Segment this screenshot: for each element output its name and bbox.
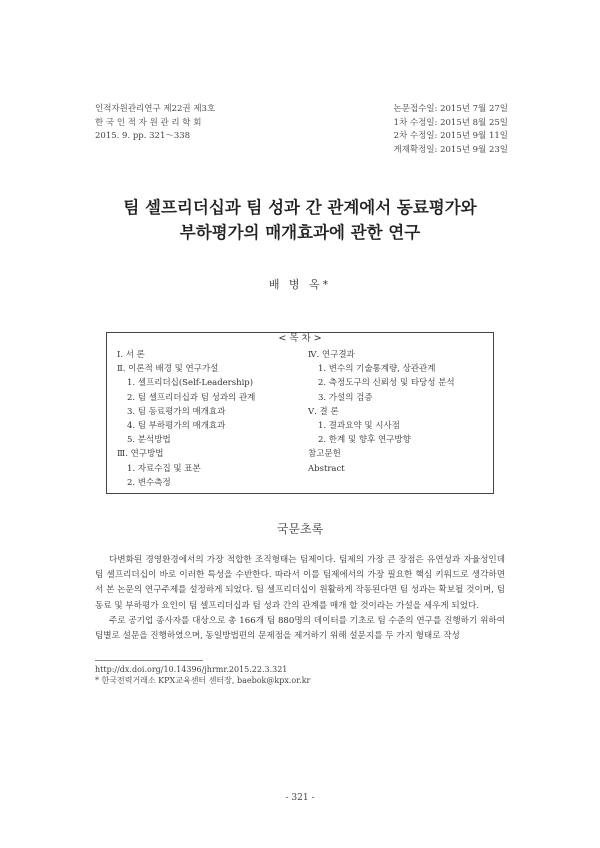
journal-info-line: 인적자원관리연구 제22권 제3호 [95,104,216,114]
toc-label-wrap [0,326,600,345]
toc-left-column [117,348,255,490]
author-name: 배 병 옥* [268,278,332,291]
toc-item: Ⅱ. 이론적 배경 및 연구가설 [117,364,219,375]
abstract-heading: 국문초록 [276,522,324,536]
journal-info [95,103,215,144]
abstract-body [95,553,505,644]
date-line: 2차 수정일: 2015년 9월 11일 [393,131,508,141]
journal-info-line: 2015. 9. pp. 321～338 [95,131,191,141]
toc-item: Ⅲ. 연구방법 [117,449,164,460]
toc-item: 1. 결과요약 및 시사점 [318,421,400,432]
toc-item: Ⅳ. 연구결과 [308,350,355,360]
date-line: 게재확정일: 2015년 9월 23일 [393,144,508,155]
date-line: 논문접수일: 2015년 7월 27일 [393,104,508,114]
paper-title-line-1: 팀 셀프리더십과 팀 성과 간 관계에서 동료평가와 [123,198,477,217]
toc-label: < 목 차 > [272,333,327,344]
page-number: - 321 - [285,793,315,803]
toc-item: 4. 팀 부하평가의 매개효과 [127,421,226,432]
abstract-paragraph: 다변화된 경영환경에서의 가장 적합한 조직형태는 팀제이다. 팀제의 가장 큰 장점은 유연성과 자율성인데 팀 셀프리더십이 바로 이러한 특성을 수반한다. 따라서 이를 팀제에서의 가장 필요한 핵심 키워드로 생각하면서 본 논문의 연구주제를 설정하게 되었다. 팀 셀프리더십이 원활하게 작동된다면 팀 성과는 확보될 것이며, 팀 동료 및 부하평가 요인이 팀 셀프리더십과 팀 성과 간의 관계를 매개 할 것이라는 가설을 세우게 되었다. [95,555,505,611]
submission-dates [393,103,508,157]
date-line: 1차 수정일: 2015년 8월 25일 [393,117,508,128]
toc-item: Abstract [308,463,345,474]
paper-title-line-2: 부하평가의 매개효과에 관한 연구 [179,223,421,242]
doi-link[interactable]: http://dx.doi.org/10.14396/jhrmr.2015.22.3.321 [95,665,288,674]
toc-item: 1. 셀프리더십(Self-Leadership) [127,378,254,389]
toc-item: 2. 한계 및 향후 연구방향 [318,435,411,446]
toc-item: 2. 측정도구의 신뢰성 및 타당성 분석 [318,378,455,389]
journal-info-line: 한 국 인 적 자 원 관 리 학 회 [95,117,202,128]
toc-item: 2. 팀 셀프리더십과 팀 성과의 관계 [127,392,256,403]
paper-title [0,195,600,245]
toc-right-column [308,348,455,476]
abstract-paragraph: 주로 공기업 종사자를 대상으로 총 166개 팀 880명의 데이터를 기초로 팀 수준의 연구를 진행하기 위하여 팀별로 설문을 진행하였으며, 동일방법편의 문제점을 제거하기 위해 설문지를 두 가지 형태로 작성 [95,615,505,642]
footnote-divider [95,660,203,661]
toc-item: 1. 자료수집 및 표본 [127,463,201,474]
footnotes [95,664,310,686]
toc-item: Ⅴ. 결 론 [308,406,339,417]
toc-item: 3. 가설의 검증 [318,392,373,403]
toc-item: 3. 팀 동료평가의 매개효과 [127,406,226,417]
toc-item: 참고문헌 [308,449,341,460]
toc-item: 5. 분석방법 [127,435,171,446]
toc-item: 1. 변수의 기술통계량, 상관관계 [318,364,436,375]
toc-item: Ⅰ. 서 론 [117,350,145,360]
author-affiliation-note: * 한국전력거래소 KPX교육센터 센터장, baebok@kpx.or.kr [95,676,311,685]
toc-item: 2. 변수측정 [127,477,171,488]
